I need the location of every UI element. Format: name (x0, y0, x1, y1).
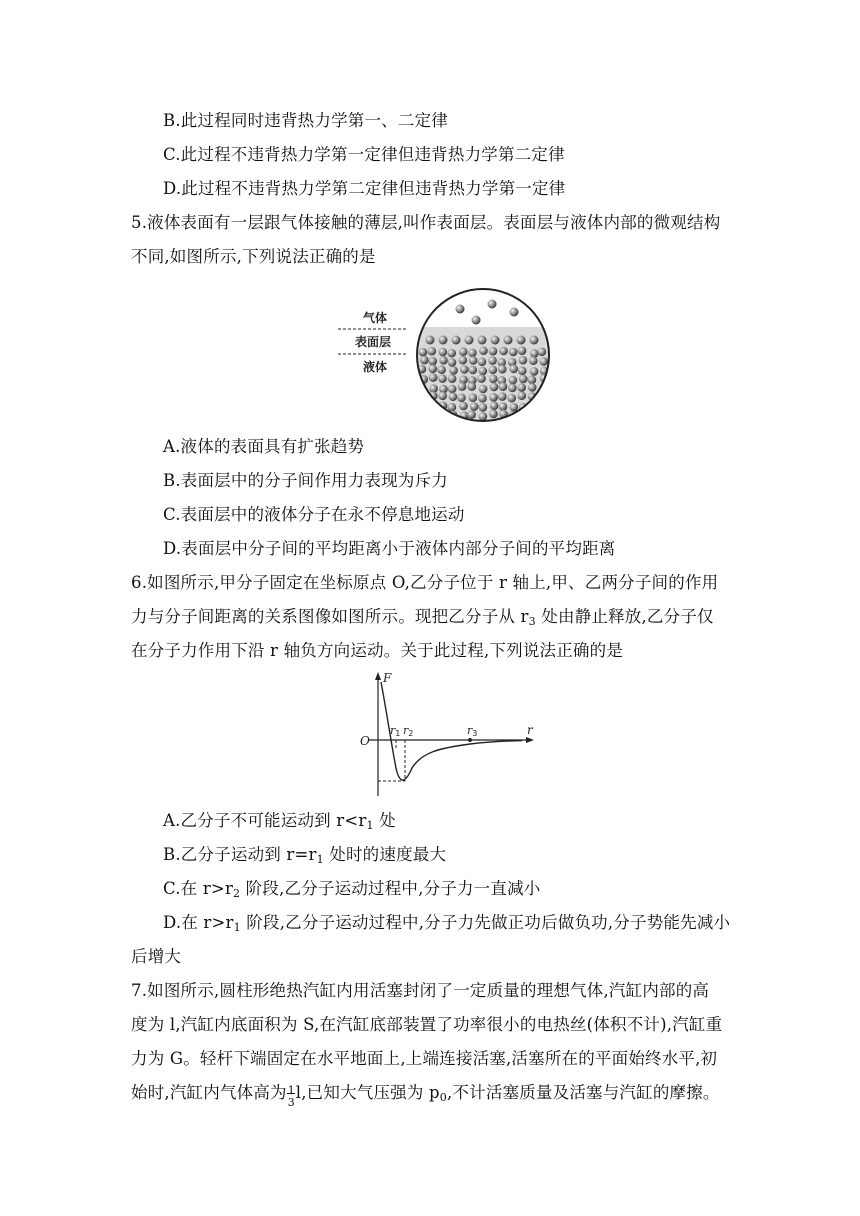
molecule (498, 365, 507, 374)
q6-option-b: B.乙分子运动到 $r=r_1$ 处时的速度最大 (163, 845, 447, 866)
q6-stem-line2: 力与分子间距离的关系图像如图所示。现把乙分子从 $r_3$ 处由静止释放,乙分子仅 (131, 607, 714, 628)
molecule (420, 356, 429, 365)
molecule (428, 347, 437, 356)
molecule (447, 349, 456, 358)
molecule (459, 402, 468, 411)
molecule (499, 382, 508, 391)
q5-option-d: D.表面层中分子间的平均距离小于液体内部分子间的平均距离 (163, 539, 616, 558)
q7-line1: 7.如图所示,圆柱形绝热汽缸内用活塞封闭了一定质量的理想气体,汽缸内部的高 (131, 981, 710, 1000)
label-surface-layer: 表面层 (355, 335, 392, 349)
molecule (530, 349, 539, 358)
q4-option-c: C.此过程不违背热力学第一定律但违背热力学第二定律 (163, 145, 565, 164)
q5-option-a: A.液体的表面具有扩张趋势 (163, 437, 365, 456)
fraction-one-third: 1 3 (287, 1084, 295, 1109)
molecule (489, 375, 498, 384)
molecule (457, 393, 466, 402)
q5-stem-line1: 5.液体表面有一层跟气体接触的薄层,叫作表面层。表面层与液体内部的微观结构 (131, 213, 721, 232)
molecule (507, 394, 516, 403)
molecule (448, 385, 457, 394)
molecule (529, 356, 538, 365)
molecule (490, 401, 499, 410)
q7-line4: 始时,汽缸内气体高为 1 3 l,已知大气压强为 $p_0$,不计活塞质量及活塞与汽缸的摩擦。 (131, 1083, 720, 1109)
molecule (528, 376, 537, 385)
molecule (479, 412, 488, 421)
q6-option-d: D.在 $r>r_1$ 阶段,乙分子运动过程中,分子力先做正功后做负功,分子势能先减小 (163, 913, 731, 934)
molecule (452, 336, 461, 345)
molecule (538, 348, 547, 357)
molecule (498, 392, 507, 401)
q6-option-d-line2: 后增大 (131, 947, 182, 966)
molecule (438, 374, 447, 383)
molecule (509, 376, 518, 385)
axis-label-r: r (527, 723, 533, 737)
molecule (499, 347, 508, 356)
molecule (472, 316, 481, 325)
molecule (510, 308, 519, 317)
molecule (459, 356, 468, 365)
molecule (489, 410, 498, 419)
molecule (479, 403, 488, 412)
q4-option-d: D.此过程不违背热力学第二定律但违背热力学第一定律 (163, 179, 566, 198)
molecule (499, 402, 508, 411)
molecule (517, 383, 526, 392)
molecule (439, 348, 448, 357)
molecule (478, 394, 487, 403)
molecule (530, 411, 539, 420)
molecule (518, 366, 527, 375)
molecule (489, 393, 498, 402)
tick-label-r3: r3 (467, 724, 478, 738)
molecule (470, 402, 479, 411)
molecule (537, 410, 546, 419)
molecule (429, 364, 438, 373)
molecule (489, 366, 498, 375)
molecule (479, 367, 488, 376)
q6-stem-line3: 在分子力作用下沿 r 轴负方向运动。关于此过程,下列说法正确的是 (131, 641, 624, 660)
molecule (488, 300, 497, 309)
molecule (429, 373, 438, 382)
molecule (517, 391, 526, 400)
axis-label-f: F (383, 671, 392, 685)
molecule (537, 393, 546, 402)
molecule (456, 305, 465, 314)
molecule (465, 336, 474, 345)
molecule (460, 365, 469, 374)
surface-layer-figure (330, 282, 550, 432)
molecule (448, 358, 457, 367)
molecule (418, 391, 427, 400)
molecule (458, 382, 467, 391)
molecule (469, 393, 478, 402)
molecule (439, 336, 448, 345)
molecule (478, 358, 487, 367)
q4-option-b: B.此过程同时违背热力学第一、二定律 (163, 111, 448, 130)
molecule (437, 365, 446, 374)
molecule (419, 401, 428, 410)
molecule (449, 366, 458, 375)
molecule (478, 336, 487, 345)
tick-label-r1: r1 (390, 724, 401, 738)
molecule (420, 411, 429, 420)
molecule (517, 336, 526, 345)
molecule (530, 367, 539, 376)
molecule (479, 346, 488, 355)
molecule (429, 403, 438, 412)
molecule (488, 356, 497, 365)
molecule (426, 336, 435, 345)
q5-stem-line2: 不同,如图所示,下列说法正确的是 (131, 247, 376, 266)
molecule (439, 356, 448, 365)
molecule (477, 374, 486, 383)
molecule (518, 346, 527, 355)
q6-option-c: C.在 $r>r_2$ 阶段,乙分子运动过程中,分子力一直减小 (163, 879, 541, 900)
molecule (539, 400, 548, 409)
molecule (529, 403, 538, 412)
molecule (490, 383, 499, 392)
molecule (519, 356, 528, 365)
molecule (530, 336, 539, 345)
label-liquid: 液体 (363, 360, 388, 374)
molecule (519, 375, 528, 384)
q7-line2: 度为 l,汽缸内底面积为 S,在汽缸底部装置了功率很小的电热丝(体积不计),汽缸重 (131, 1015, 723, 1034)
molecule (459, 347, 468, 356)
molecule (449, 392, 458, 401)
tick-label-r2: r2 (403, 724, 414, 738)
q6-option-a: A.乙分子不可能运动到 $r<r_1$ 处 (163, 811, 396, 832)
molecule (448, 374, 457, 383)
molecule (489, 347, 498, 356)
molecule (528, 383, 537, 392)
molecule (469, 356, 478, 365)
molecule (509, 365, 518, 374)
molecule (428, 357, 437, 366)
molecule (508, 384, 517, 393)
label-gas: 气体 (363, 311, 388, 325)
molecule (429, 410, 438, 419)
origin-label: O (360, 734, 370, 748)
force-distance-graph (350, 668, 550, 800)
molecule (468, 349, 477, 358)
molecule (539, 357, 548, 366)
q6-stem-line1: 6.如图所示,甲分子固定在坐标原点 O,乙分子位于 r 轴上,甲、乙两分子间的作用 (131, 573, 719, 592)
q5-option-c: C.表面层中的液体分子在永不停息地运动 (163, 505, 465, 524)
molecule (509, 348, 518, 357)
molecule (479, 385, 488, 394)
molecule (438, 392, 447, 401)
molecule (439, 412, 448, 421)
molecule (504, 336, 513, 345)
molecule (510, 403, 519, 412)
molecule (467, 410, 476, 419)
molecule (467, 382, 476, 391)
q5-option-b: B.表面层中的分子间作用力表现为斥力 (163, 471, 448, 490)
q7-line3: 力为 G。轻杆下端固定在水平地面上,上端连接活塞,活塞所在的平面始终水平,初 (131, 1049, 718, 1068)
molecule (469, 366, 478, 375)
molecule (419, 348, 428, 357)
molecule (448, 403, 457, 412)
molecule (491, 336, 500, 345)
